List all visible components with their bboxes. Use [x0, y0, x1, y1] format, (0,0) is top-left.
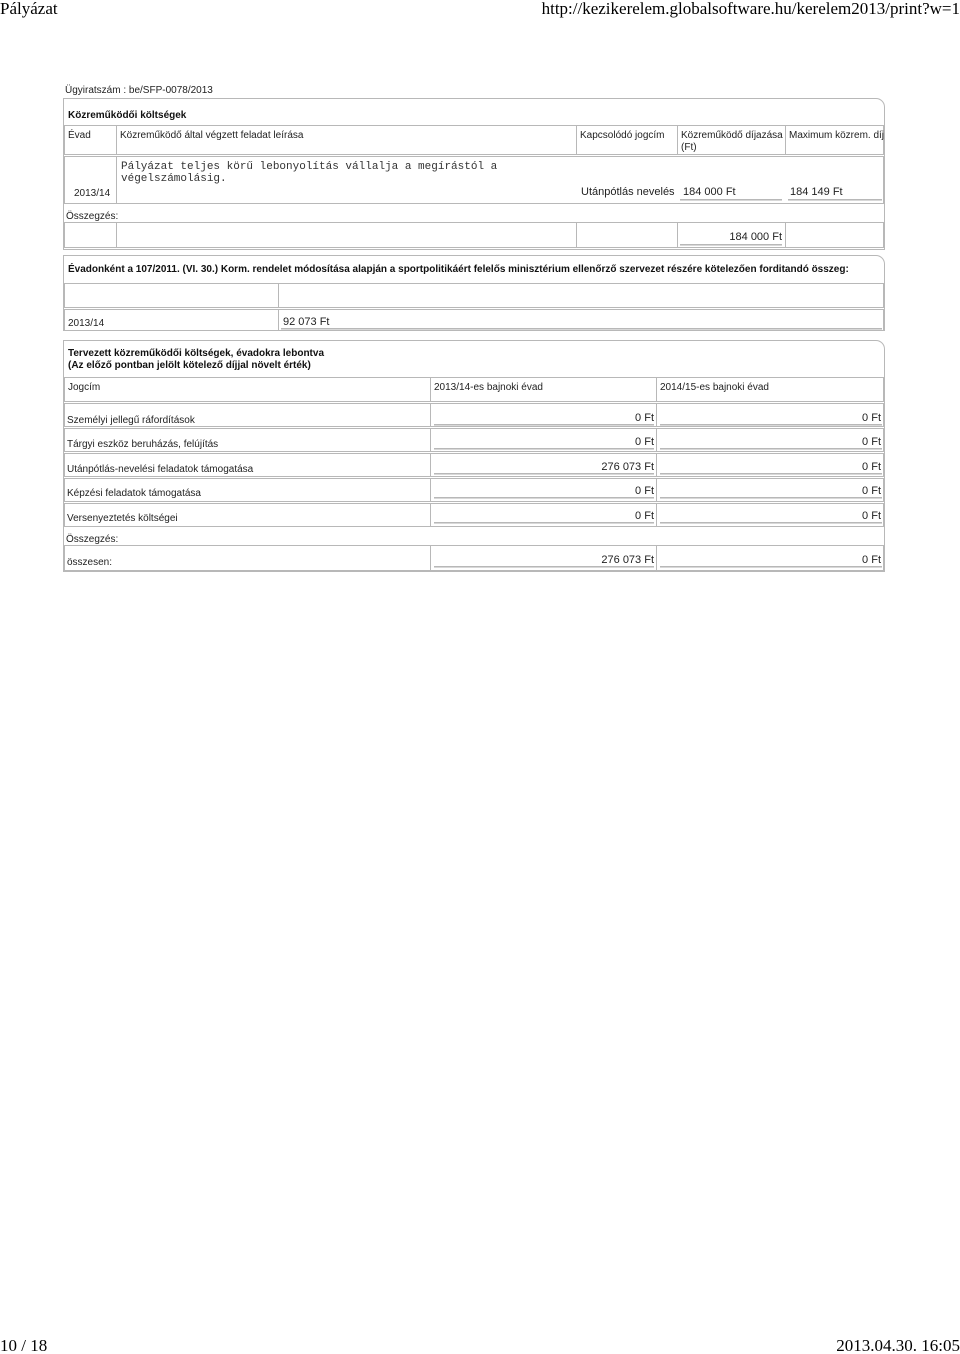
header-maximum: Maximum közrem. díj	[789, 130, 885, 141]
row-value-season2: 0 Ft	[862, 436, 881, 448]
row-label: Személyi jellegű ráfordítások	[67, 415, 195, 426]
header-evad: Évad	[68, 130, 91, 141]
row-jogcim: Utánpótlás nevelés	[581, 186, 675, 198]
header-dijazas: Közreműködő díjazása (Ft)	[681, 130, 783, 153]
row-label: Képzési feladatok támogatása	[67, 488, 201, 499]
tervezett-summary-label: Összegzés:	[66, 534, 119, 545]
print-datetime: 2013.04.30. 16:05	[836, 1336, 960, 1354]
row-label: Versenyeztetés költségei	[67, 513, 178, 524]
header-leiras: Közreműködő által végzett feladat leírása	[120, 130, 304, 141]
evadonkent-title: Évadonként a 107/2011. (VI. 30.) Korm. rendelet módosítása alapján a sportpolitikáért felelős minisztérium ellenőrző szervezet részére kötelezően forditandó összeg:	[68, 264, 849, 275]
row-maximum: 184 149 Ft	[790, 186, 843, 198]
tervezett-total-season2: 0 Ft	[862, 554, 881, 566]
row-value-season2: 0 Ft	[862, 461, 881, 473]
kozremukodoi-summary-label: Összegzés:	[66, 211, 119, 222]
print-page-number: 10 / 18	[0, 1336, 48, 1354]
row-value-season1: 0 Ft	[635, 412, 654, 424]
kozremukodoi-summary-total: 184 000 Ft	[729, 231, 782, 243]
tervezett-header-jogcim: Jogcím	[68, 382, 101, 393]
print-page-url: http://kezikerelem.globalsoftware.hu/kerelem2013/print?w=1	[541, 0, 960, 18]
header-jogcim: Kapcsolódó jogcím	[580, 130, 665, 141]
tervezett-total-season1: 276 073 Ft	[601, 554, 654, 566]
evadonkent-header-row	[64, 283, 884, 308]
row-value-season1: 276 073 Ft	[601, 461, 654, 473]
row-value-season1: 0 Ft	[635, 510, 654, 522]
tervezett-header-season1: 2013/14-es bajnoki évad	[434, 382, 543, 393]
kozremukodoi-title: Közreműködői költségek	[68, 110, 187, 121]
row-value-season2: 0 Ft	[862, 510, 881, 522]
evadonkent-amount: 92 073 Ft	[283, 316, 330, 328]
tervezett-title-line1: Tervezett közreműködői költségek, évadokra lebontva	[68, 348, 325, 359]
row-value-season2: 0 Ft	[862, 412, 881, 424]
row-leiras: Pályázat teljes körű lebonyolítás vállalja a megírástól a végelszámolásig.	[121, 161, 498, 185]
row-evad: 2013/14	[74, 188, 111, 199]
reference-number: Ügyiratszám : be/SFP-0078/2013	[65, 85, 213, 96]
tervezett-total-label: összesen:	[67, 557, 113, 568]
row-value-season1: 0 Ft	[635, 485, 654, 497]
row-value-season2: 0 Ft	[862, 485, 881, 497]
row-dijazas: 184 000 Ft	[683, 186, 736, 198]
tervezett-header-season2: 2014/15-es bajnoki évad	[660, 382, 769, 393]
row-label: Utánpótlás-nevelési feladatok támogatása	[67, 464, 254, 475]
evadonkent-season: 2013/14	[68, 318, 105, 329]
row-value-season1: 0 Ft	[635, 436, 654, 448]
row-label: Tárgyi eszköz beruházás, felújítás	[67, 439, 219, 450]
print-page-title: Pályázat	[0, 0, 58, 18]
tervezett-title-line2: (Az előző pontban jelölt kötelező díjjal növelt érték)	[68, 360, 311, 371]
